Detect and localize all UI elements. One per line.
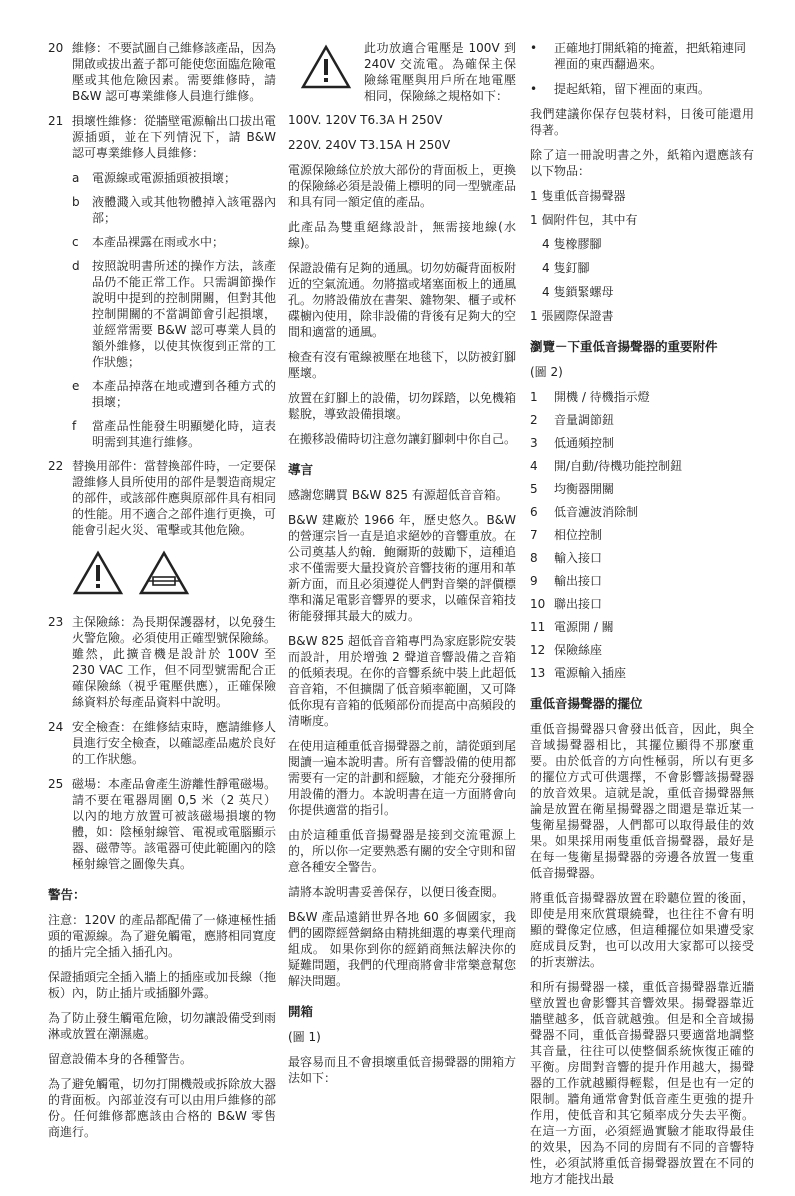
exclamation-warning-icon (300, 44, 352, 90)
insulation-paragraph: 此產品為雙重絕緣設計，無需接地線(水線)。 (288, 220, 516, 250)
list-item: • 正確地打開紙箱的掩蓋，把紙箱連同裡面的東西翻過來。 (530, 41, 747, 71)
intro-paragraph-6: 請將本說明書妥善保存，以便日後查閱。 (288, 885, 505, 899)
bullet: • (530, 41, 538, 55)
contents-subitem: 4 隻釘腳 (542, 261, 590, 275)
column-right (530, 40, 754, 1196)
control-item: 11 電源開 / 關 (530, 620, 614, 634)
control-item: 8 輸入接口 (530, 551, 603, 565)
control-item: 1 開機 / 待機指示燈 (530, 390, 650, 404)
ventilation-paragraph: 保證設備有足夠的通風。切勿妨礙背面板附近的空氣流通。勿將擋或堵塞面板上的通風孔。勿將設備放在書架、雜物架、櫃子或杯碟櫥內使用，除非設備的背後有足夠大的空間和適當的通風。 (288, 261, 517, 339)
shock-paragraph: 為了避免觸電，切勿打開機殼或拆除放大器的背面板。內部並沒有可以由用戶維修的部份。任何維修都應該由合格的 B&W 零售商進行。 (48, 1077, 277, 1139)
moisture-paragraph: 為了防止發生觸電危險，切勿讓設備受到雨淋或放置在潮濕處。 (48, 1011, 277, 1041)
intro-paragraph-1: 感謝您購買 B&W 825 有源超低音音箱。 (288, 488, 508, 502)
control-item: 5 均衡器開關 (530, 482, 615, 496)
intro-paragraph-7: B&W 產品遠銷世界各地 60 多個國家，我們的國際經營網絡由精挑細選的專業代理商組成。 如果你到你的經銷商無法解決你的疑難問題，我們的代理商將會非常樂意幫您解決問題。 (288, 910, 517, 988)
spike-paragraph: 放置在釘腳上的設備，切勿踩踏，以免機箱鬆脫，導致設備損壞。 (288, 391, 517, 421)
item-21: 21 損壞性維修：從牆壁電源輸出口拔出電源插頭，並在下列情況下，請 B&W 認可專業維修人員維修： (48, 114, 277, 160)
item-21-f: f 當產品性能發生明顯變化時，這表明需到其進行維修。 (72, 419, 276, 449)
item-22: 22 替換用部件：當替換部件時，一定要保證維修人員所使用的部件是製造商規定的部件，或該部件應與原部件具有相同的性能。用不適合之部件進行更換，可能會引起火災、電擊或其他危險。 (48, 459, 277, 537)
positioning-paragraph-2: 將重低音揚聲器放置在聆聽位置的後面，即使是用來欣賞環繞聲，也往往不會有明顯的聲像定位感，但這種擺位如果遭受家庭成員反對，也可以改用大家都可以接受的折衷辦法。 (530, 891, 754, 969)
exclamation-warning-icon (72, 550, 124, 596)
packaging-paragraph: 我們建議你保存包裝材料，日後可能還用得著。 (530, 107, 754, 137)
item-21-e: e 本產品掉落在地或遭到各種方式的損壞； (72, 379, 276, 409)
intro-paragraph-2: B&W 建廠於 1966 年，歷史悠久。B&W 的營運宗旨一直是追求絕妙的音響重放。在公司奠基人約翰．鮑爾斯的鼓勵下，這種追求不僅需要大量投資於音響技術的運用和革新方面，而且必須遵從人們對音樂的評價標準和滿足電影音響界的要求，以確保音箱技術能發揮其最大的威力。 (288, 513, 517, 623)
item-24: 24 安全檢查：在維修結束時，應請維修人員進行安全檢查，以確認產品處於良好的工作狀態。 (48, 720, 277, 766)
control-item: 12 保險絲座 (530, 643, 603, 657)
control-item: 4 開/自動/待機功能控制鈕 (530, 459, 683, 473)
control-item: 9 輸出接口 (530, 574, 603, 588)
positioning-paragraph-3: 和所有揚聲器一樣，重低音揚聲器靠近牆壁放置也會影響其音響效果。揚聲器靠近牆壁越多，低音就越強。但是和全音域揚聲器不同，重低音揚聲器只要適當地調整其音量，往往可以使整個系統恢復正確的平衡。房間對音響的提升作用越大，揚聲器的工作就越顯得輕鬆，但是也有一定的限制。牆角通常會對低音產生更強的提升作用，使低音和其它頻率成分失去平衡。在這一方面，必須經過實驗才能取得最佳的效果，因為不同的房間有不同的音響特性，必須試將重低音揚聲器放置在不同的地方才能找出最 (530, 980, 754, 1186)
item-21-d: d 按照說明書所述的操作方法，該產品仍不能正常工作。只需調節操作說明中提到的控制開關，但對其他控制開關的不當調節會引起損壞，並經常需要 B&W 認可專業人員的額外維修，以使其恢復到正常的工作狀態； (72, 259, 276, 369)
item-21-b: b 液體濺入或其他物體掉入該電器內部； (72, 195, 276, 225)
control-item: 6 低音濾波消除制 (530, 505, 639, 519)
positioning-heading: 重低音揚聲器的擺位 (530, 696, 643, 711)
contents-subitem: 4 隻鎖緊螺母 (542, 285, 614, 299)
contents-item: 1 隻重低音揚聲器 (530, 189, 626, 203)
contents-item: 1 張國際保證書 (530, 309, 614, 323)
item-23: 23 主保險絲：為長期保護器材，以免發生火警危險。必須使用正確型號保險絲。雖然，此擴音機是設計於 100V 至 230 VAC 工作，但不同型號需配合正確保險絲（視乎電壓供應），正確保險絲資料於每產品資料中說明。 (48, 615, 277, 709)
control-item: 2 音量調節鈕 (530, 413, 615, 427)
unpacking-paragraph: 最容易而且不會損壞重低音揚聲器的開箱方法如下： (288, 1055, 517, 1085)
introduction-heading: 導言 (288, 462, 314, 477)
fuse-spec-120v: 100V. 120V T6.3A H 250V (288, 113, 443, 127)
contents-item: 1 個附件包，其中有 (530, 213, 638, 227)
plug-paragraph: 保證插頭完全插入牆上的插座或加長線（拖板）內，防止插片或插腳外露。 (48, 970, 277, 1000)
intro-paragraph-3: B&W 825 超低音音箱專門為家庭影院安裝而設計，用於增強 2 聲道音響設備之音箱的低頻表現。在你的音響系統中裝上此超低音音箱，不但擴闊了低音頻率範圍，又可降低你現有音箱的低頻部份而提高中高頻段的清晰度。 (288, 634, 517, 728)
bullet: • (530, 82, 538, 96)
intro-paragraph-4: 在使用這種重低音揚聲器之前，請從頭到尾閱讀一遍本說明書。所有音響設備的使用都需要有一定的計劃和經驗，才能充分發揮所用設備的潛力。本說明書在這一方面將會向你提供適當的指引。 (288, 739, 517, 817)
item-20: 20 維修：不要試圖自己維修該產品，因為開啟或拔出蓋子都可能使您面臨危險電壓或其他危險因素。需要維修時，請 B&W 認可專業維修人員進行維修。 (48, 41, 277, 103)
control-item: 7 相位控制 (530, 528, 603, 542)
control-item: 10 聯出接口 (530, 597, 603, 611)
figure-2-ref: (圖 2) (530, 365, 563, 379)
moving-paragraph: 在搬移設備時切注意勿讓釘腳刺中你自己。 (288, 432, 517, 446)
item-21-c: c 本產品裸露在雨或水中； (72, 235, 225, 249)
control-item: 13 電源輸入插座 (530, 666, 627, 680)
control-item: 3 低通頻控制 (530, 436, 615, 450)
warning-heading: 警告： (48, 887, 86, 902)
figure-1-ref: (圖 1) (288, 1030, 321, 1044)
positioning-paragraph-1: 重低音揚聲器只會發出低音，因此，與全音域揚聲器相比，其擺位顯得不那麼重要。由於低音的方向性極弱，所以有更多的擺位方式可供選擇，不會影響該揚聲器的放音效果。這就是說，重低音揚聲器無論是放置在衛星揚聲器之間還是靠近某一隻衛星揚聲器，人們都可以取得最佳的效果。如果採用兩隻重低音揚聲器，最好是在每一隻衛星揚聲器的旁邊各放置一隻重低音揚聲器。 (530, 722, 754, 880)
contents-paragraph: 除了這一冊說明書之外，紙箱內還應該有以下物品： (530, 148, 754, 178)
cable-paragraph: 檢查有沒有電線被壓在地毯下，以防被釘腳壓壞。 (288, 350, 517, 380)
warning-symbols (72, 550, 276, 596)
item-25: 25 磁場：本產品會產生游離性靜電磁場。請不要在電器周圍 0,5 米（2 英尺）以內的地方放置可被該磁場損壞的物體，如：陰極射線管、電視或電腦顯示器、磁帶等。該電器可使此範圍內的陰極射線管之圖像失真。 (48, 777, 277, 871)
column-left (48, 40, 276, 1149)
column-middle (288, 40, 516, 1095)
fuse-spec-240v: 220V. 240V T3.15A H 250V (288, 138, 451, 152)
item-21-a: a 電源線或電源插頭被損壞； (72, 171, 237, 185)
voltage-warning-text: 此功放適合電壓是 100V 到 240V 交流電。為確保主保險絲電壓與用戶所在地電壓相同，保險絲之規格如下： (364, 41, 516, 103)
fuse-warning-icon (138, 550, 190, 596)
voltage-warning (288, 40, 516, 104)
list-item: • 提起紙箱，留下裡面的東西。 (530, 82, 711, 96)
unpacking-heading: 開箱 (288, 1004, 314, 1019)
contents-subitem: 4 隻橡膠腳 (542, 237, 602, 251)
note-paragraph: 注意：120V 的產品都配備了一條連極性插頭的電源線。為了避免觸電，應將相同寬度的插片完全插入插孔內。 (48, 913, 277, 959)
overview-heading: 瀏覽－下重低音揚聲器的重要附件 (530, 339, 718, 354)
intro-paragraph-5: 由於這種重低音揚聲器是接到交流電源上的，所以你一定要熟悉有關的安全守則和留意各種安全警告。 (288, 828, 517, 874)
warnings-paragraph: 留意設備本身的各種警告。 (48, 1052, 193, 1066)
fuse-paragraph: 電源保險絲位於放大部份的背面板上，更換的保險絲必須是設備上標明的同一型號產品和具有同一額定值的產品。 (288, 163, 517, 209)
controls-list (530, 389, 754, 681)
